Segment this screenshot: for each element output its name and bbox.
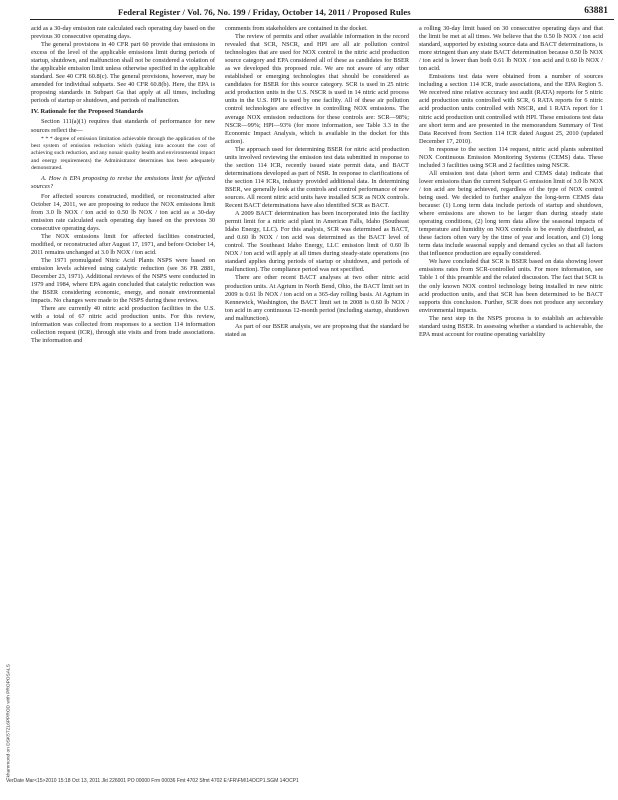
paragraph: a rolling 30-day limit based on 30 consecutive operating days and that the limit be met at all times. We believe that the 0.50 lb NOX / ton acid standard, supported by existing source data and BACT determinations, is more stringent than any state BACT determination because 0.50 lb NOX / ton acid is lower than both 0.61 lb NOX / ton acid and 0.60 lb NOX / ton acid. <box>419 25 603 73</box>
paragraph: We have concluded that SCR is BSER based on data showing lower emissions rates from SCR-controlled units. For more information, see Table 1 of this preamble and the related discussion. The fact that SCR is the only known NOX control technology being installed in new nitric acid production units, and that SCR has been determined to be BACT supports this conclusion. Further, SCR does not produce any secondary environmental impacts. <box>419 258 603 314</box>
text-column-3 <box>419 25 603 773</box>
paragraph: The review of permits and other available information in the record revealed that SCR, NSCR, and HPI are all air pollution control technologies that are used for NOX control in the nitric acid production source category and EPA considered all of these as candidates for BSER as we developed this proposed rule. We are not aware of any other established or emerging technologies that should be considered as candidates for BSER for this source category. SCR is used in 25 nitric acid production units in the U.S. NSCR is used in 14 nitric acid process units in the U.S. HPI is used by one facility. All of these air pollution control technologies are effective in controlling NOX emissions. The average NOX emission reductions for these controls are: SCR—98%; NSCR—99%; HPI—93% (for more information, see Table 3.3 in the Economic Impact Analysis, which is available in the docket for this action). <box>225 33 409 145</box>
running-head-title: Federal Register / Vol. 76, No. 199 / Friday, October 14, 2011 / Proposed Rules <box>118 7 411 17</box>
text-column-1 <box>31 25 215 773</box>
paragraph: A 2009 BACT determination has been incorporated into the facility permit limit for a nitric acid plant in American Falls, Idaho (Southeast Idaho Energy, LLC). For this analysis, SCR was determined as BACT, and 0.60 lb NOX / ton acid was determined as the BACT level of control. The Southeast Idaho Energy, LLC emission limit of 0.60 lb NOX / ton acid will apply at all times during steady-state operations (no standard applies during periods of startup or shutdown, and periods of malfunction). The compliance period was not specified. <box>225 210 409 274</box>
header-rule <box>30 19 614 20</box>
paragraph: acid as a 30-day emission rate calculated each operating day based on the previous 30 consecutive operating days. <box>31 25 215 41</box>
paragraph: Emissions test data were obtained from a number of sources including a section 114 ICR, trade associations, and the EPA Region 5. We received nine relative accuracy test audit (RATA) reports for 5 nitric acid production units controlled with SCR, 6 RATA reports for 6 nitric acid production units controlled with NSCR, and 1 RATA report for 1 nitric acid production unit controlled with HPI. These emissions test data are short term and are presented in the memorandum Summary of Test Data Received from Section 114 ICR dated August 25, 2010 (updated December 17, 2010). <box>419 73 603 145</box>
section-heading: IV. Rationale for the Proposed Standards <box>31 108 144 116</box>
paragraph: The 1971 promulgated Nitric Acid Plants NSPS were based on emission levels achieved using catalytic reduction (see 36 FR 2881, December 23, 1971). Additional reviews of the NSPS were conducted in 1979 and 1984, where EPA again concluded that catalytic reduction was the BSER considering economic, energy, and nonair environmental impacts. No changes were made to the NSPS during these reviews. <box>31 256 215 305</box>
paragraph: Section 111(a)(1) requires that standards of performance for new sources reflect the— <box>31 118 215 134</box>
paragraph: There are currently 40 nitric acid production facilities in the U.S. with a total of 67 nitric acid production units. For this review, information was collected from responses to a section 114 information collection request (ICR), through site visits and from trade associations. The information and <box>31 305 215 345</box>
paragraph: There are other recent BACT analyses at two other nitric acid production units. At Agrium in North Bend, Ohio, the BACT limit set in 2009 is 0.61 lb NOX / ton acid on a 365-day rolling basis. At Agrium in Kennewick, Washington, the BACT limit set in 2008 is 0.60 lb NOX / ton acid in any continuous 12-month period (including startup, shutdown and malfunction). <box>225 274 409 322</box>
paragraph: For affected sources constructed, modified, or reconstructed after October 14, 2011, we are proposing to reduce the NOX emissions limit from 3.0 lb NOX / ton acid to 0.50 lb NOX / ton acid as a 30-day emission rate calculated each operating day based on the previous 30 consecutive operating days. <box>31 192 215 232</box>
paragraph: As part of our BSER analysis, we are proposing that the standard be stated as <box>225 322 409 338</box>
margin-note-text: khammond on DSK5TZL6PPROD with PROPOSALS <box>6 664 12 778</box>
block-quote: * * * degree of emission limitation achievable through the application of the best system of emission reduction which (taking into account the cost of achieving such reduction, and any nonair quality health and environmental impact and energy requirements) the Administrator determines has been adequately demonstrated. <box>31 135 215 172</box>
text-column-2 <box>225 25 409 773</box>
running-header <box>10 4 610 20</box>
subsection-heading: A. How is EPA proposing to revise the emissions limit for affected sources? <box>31 174 215 190</box>
page-footer: VerDate Mar<15>2010 15:18 Oct 13, 2011 Jkt 226001 PO 00000 Frm 00036 Fmt 4702 Sfmt 4702 E:\FR\FM\14OCP1.SGM 14OCP1 <box>6 778 299 784</box>
page-number: 63881 <box>584 6 608 16</box>
paragraph: The NOX emissions limit for affected facilities constructed, modified, or reconstructed after August 17, 1971, and before October 14, 2011 remains unchanged at 3.0 lb NOX / ton acid. <box>31 232 215 256</box>
paragraph: The approach used for determining BSER for nitric acid production units involved reviewing the emission test data submitted in response to the section 114 ICR, recently issued state permit data, and BACT determinations developed as part of NSR. In response to clarifications of the section 114 ICRs, industry provided additional data. In determining BSER, we generally look at the controls and control performance of new sources. All recent nitric acid units have installed SCR as NOX controls. Recent BACT determinations have also identified SCR as BACT. <box>225 145 409 210</box>
margin-note <box>2 520 14 790</box>
paragraph: The next step in the NSPS process is to establish an achievable standard using BSER. In assessing whether a standard is achievable, the EPA must account for routine operating variability <box>419 314 603 338</box>
paragraph: comments from stakeholders are contained in the docket. <box>225 25 368 32</box>
paragraph: All emission test data (short term and CEMS data) indicate that lower emissions than the current Subpart G emission limit of 3.0 lb NOX / ton acid are being achieved, regardless of the type of NOX control being used. We decided to further analyze the long-term CEMS data because: (1) Long term data include periods of startup and shutdown, where emissions are shown to be larger than during steady state operating conditions, (2) long term data allow the seasonal impacts of temperature and humidity on NOX controls to be evenly distributed, as these factors often vary by the time of year and location, and (3) long term data include seasonal supply and demand cycles so that all factors that influence production are equally considered. <box>419 169 603 258</box>
paragraph: In response to the section 114 request, nitric acid plants submitted NOX Continuous Emission Monitoring Systems (CEMS) data. These included 3 facilities using SCR and 2 facilities using NSCR. <box>419 145 603 169</box>
paragraph: The general provisions in 40 CFR part 60 provide that emissions in excess of the level of the applicable emissions limit during periods of startup, shutdown, and malfunction shall not be considered a violation of the applicable emission limit unless otherwise specified in the applicable standard. See 40 CFR 60.8(c). The general provisions, however, may be amended for individual subparts. See 40 CFR 60.8(b). Here, the EPA is proposing standards in Subpart Ga that apply at all times, including periods of startup or shutdown, and periods of malfunction. <box>31 41 215 105</box>
